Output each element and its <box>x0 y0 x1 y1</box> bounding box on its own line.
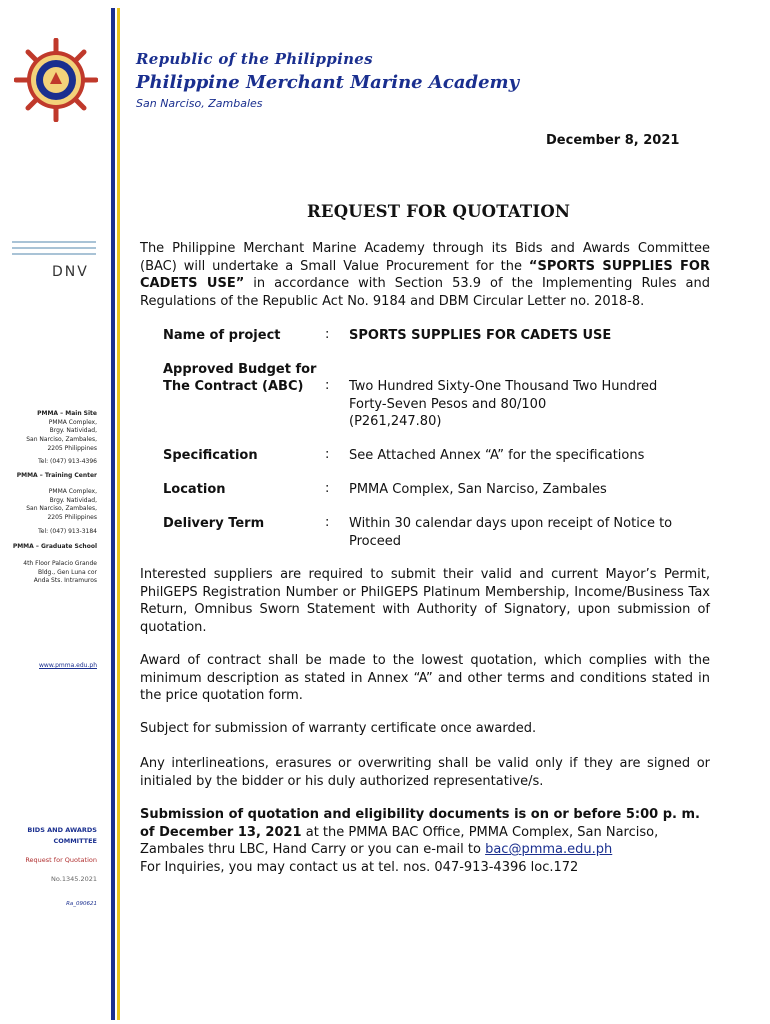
training-title: PMMA – Training Center <box>16 472 97 479</box>
intro-paragraph <box>140 240 710 310</box>
header-location: San Narciso, Zambales <box>136 97 263 110</box>
main-site-addr-line: Brgy. Natividad, <box>49 427 97 435</box>
location-value: PMMA Complex, San Narciso, Zambales <box>349 482 607 497</box>
doc-type: Request for Quotation <box>25 856 97 864</box>
main-site-title: PMMA – Main Site <box>37 410 97 417</box>
warranty-paragraph: Subject for submission of warranty certificate once awarded. <box>140 721 537 736</box>
interlineations-paragraph: Any interlineations, erasures or overwriting shall be valid only if they are signed or initialed by the bidder or his duly authorized representative/s. <box>140 756 710 789</box>
intro-project-name: “SPORTS SUPPLIES FOR CADETS USE” <box>140 258 710 291</box>
colon: : <box>325 378 330 393</box>
colon: : <box>325 447 330 462</box>
website-wrap <box>12 662 97 671</box>
document-title: REQUEST FOR QUOTATION <box>307 202 571 221</box>
graduate-title: PMMA – Graduate School <box>12 543 97 550</box>
colon: : <box>325 515 330 530</box>
vertical-rule-yellow <box>117 8 120 1020</box>
training-addr-line: PMMA Complex, <box>48 488 97 495</box>
main-site-addr-line: San Narciso, Zambales, <box>26 436 97 444</box>
award-paragraph: Award of contract shall be made to the lowest quotation, which complies with the minimum description as stated in Annex “A” and other terms and conditions stated in the price quotation form. <box>140 653 710 703</box>
intro-text: The Philippine Merchant Marine Academy through its Bids and Awards Committee (BAC) will undertake a Small Value Procurement for the <box>140 241 710 274</box>
abc-value-line: Two Hundred Sixty-One Thousand Two Hundred <box>349 379 658 394</box>
delivery-term-line: Proceed <box>349 533 402 549</box>
graduate-addr-line: Anda Sts. Intramuros <box>33 577 97 585</box>
specification-value: See Attached Annex “A” for the specifications <box>349 448 645 463</box>
training-addr-line: 2205 Philippines <box>47 514 97 522</box>
bac-email-link[interactable]: bac@pmma.edu.ph <box>485 842 613 857</box>
graduate-address <box>12 560 97 586</box>
main-site-addr-line: 2205 Philippines <box>47 444 97 452</box>
sidebar-main-site <box>12 410 97 453</box>
abc-value <box>349 378 709 431</box>
doc-number: No.1345.2021 <box>51 875 97 883</box>
header-academy-name: Philippine Merchant Marine Academy <box>136 72 520 93</box>
committee-line-2: COMMITTEE <box>53 837 97 845</box>
header-republic: Republic of the Philippines <box>136 50 373 68</box>
training-tel: Tel: (047) 913-3184 <box>38 528 97 535</box>
graduate-addr-line: 4th Floor Palacio Grande <box>23 560 97 567</box>
sidebar-graduate <box>12 543 97 552</box>
delivery-term-line: Within 30 calendar days upon receipt of Notice to <box>349 516 673 531</box>
name-of-project-value: SPORTS SUPPLIES FOR CADETS USE <box>349 328 612 343</box>
name-of-project-label: Name of project <box>163 328 281 343</box>
website-link[interactable]: www.pmma.edu.ph <box>39 662 97 669</box>
doc-initials: Ra_090621 <box>66 901 97 907</box>
sidebar-training <box>12 472 97 481</box>
main-site-tel: Tel: (047) 913-4396 <box>38 458 97 465</box>
training-addr-line: Brgy. Natividad, <box>49 496 97 504</box>
colon: : <box>325 481 330 496</box>
requirements-paragraph: Interested suppliers are required to submit their valid and current Mayor’s Permit, PhilGEPS Registration Number or PhilGEPS Platinum Membership, Income/Business Tax Return, Omnibus Sworn Statement with Authority of Signatory, upon submission of quotation. <box>140 567 710 635</box>
committee-line-1: BIDS AND AWARDS <box>27 826 97 834</box>
abc-label-2: The Contract (ABC) <box>163 379 304 394</box>
abc-value-line: Forty-Seven Pesos and 80/100 <box>349 396 547 412</box>
delivery-term-label: Delivery Term <box>163 516 265 531</box>
pmma-seal-icon <box>14 38 98 122</box>
specification-label: Specification <box>163 448 258 463</box>
location-label: Location <box>163 482 226 497</box>
main-site-addr-line: PMMA Complex, <box>48 418 97 426</box>
delivery-term-value <box>349 515 709 550</box>
submission-paragraph <box>140 806 710 876</box>
submission-deadline: Submission of quotation and eligibility documents is on or before 5:00 p. m. of December 13, 2021 <box>140 807 700 840</box>
document-date: December 8, 2021 <box>546 133 680 148</box>
training-address <box>12 488 97 523</box>
training-addr-line: San Narciso, Zambales, <box>26 505 97 513</box>
colon: : <box>325 327 330 342</box>
intro-text-2: in accordance with Section 53.9 of the Implementing Rules and Regulations of the Republic Act No. 9184 and DBM Circular Letter no. 2018-8. <box>140 276 711 309</box>
dnv-logo-lines <box>12 241 96 259</box>
abc-value-amount: (P261,247.80) <box>349 414 442 429</box>
abc-label-1: Approved Budget for <box>163 362 317 377</box>
submission-text: at the PMMA BAC Office, PMMA Complex, San Narciso, Zambales thru LBC, Hand Carry or you can e-mail to <box>140 824 659 857</box>
dnv-logo: DNV <box>52 264 89 280</box>
vertical-rule-blue <box>111 8 115 1020</box>
inquiries-text: For Inquiries, you may contact us at tel. nos. 047-913-4396 loc.172 <box>140 859 579 875</box>
graduate-addr-line: Bldg., Gen Luna cor <box>37 568 97 576</box>
